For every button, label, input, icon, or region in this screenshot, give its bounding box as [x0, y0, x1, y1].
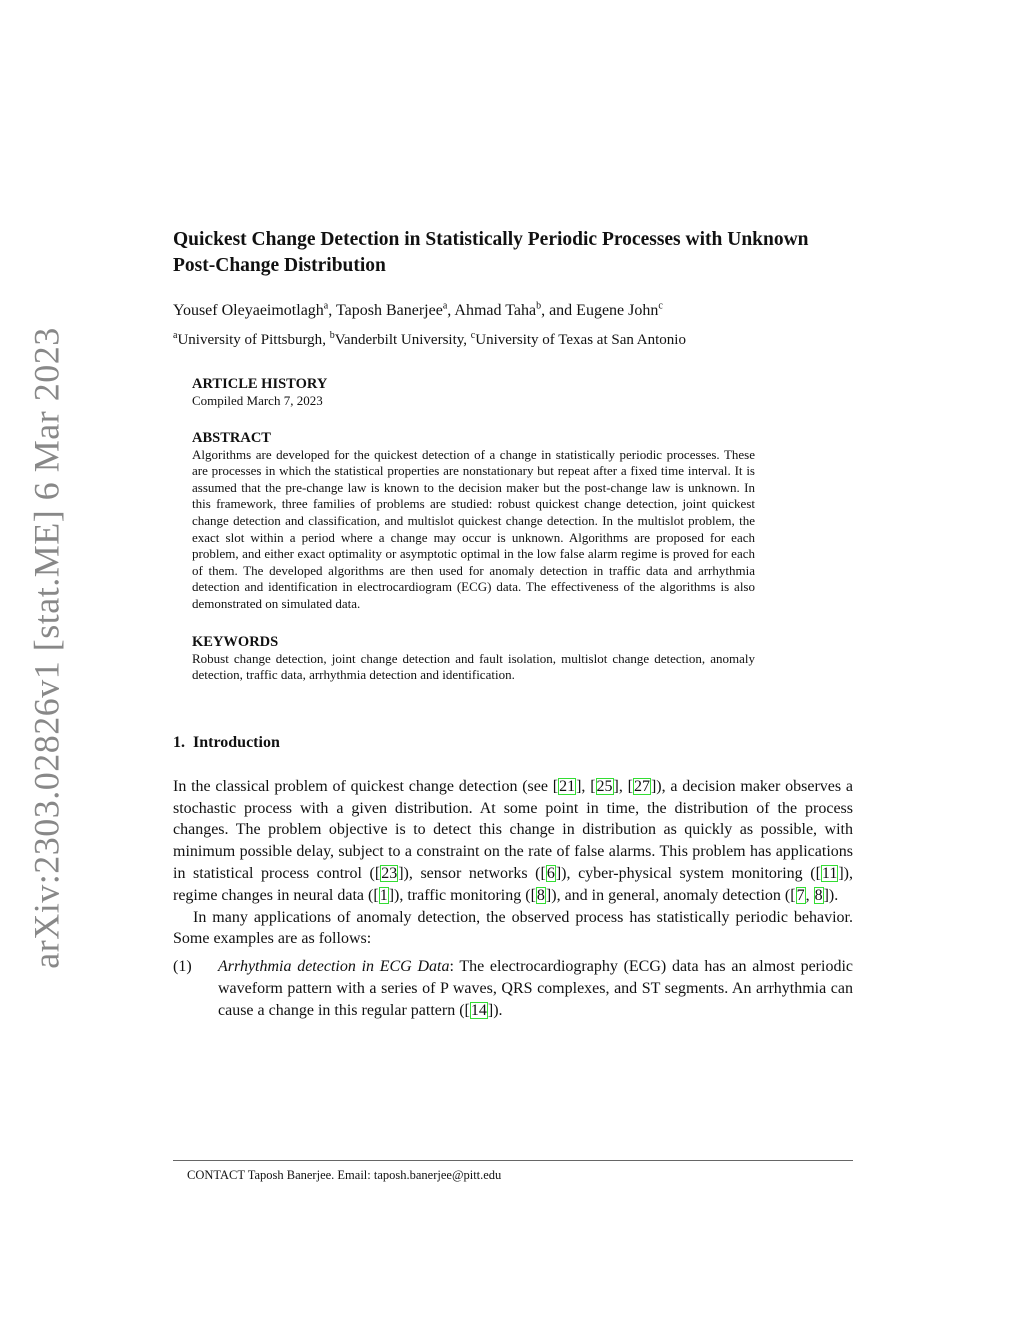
citation-link[interactable]: 8	[814, 886, 823, 904]
author-name: Taposh Banerjee	[335, 302, 443, 319]
citation-link[interactable]: 6	[546, 864, 555, 882]
section-title: Introduction	[193, 733, 280, 751]
citation-link[interactable]: 1	[379, 886, 388, 904]
keywords-heading: KEYWORDS	[192, 633, 279, 650]
list-item-label: (1)	[173, 958, 192, 976]
citation-link[interactable]: 14	[470, 1001, 487, 1019]
section-number: 1.	[173, 733, 185, 751]
arxiv-stamp-text: arXiv:2303.02826v1 [stat.ME] 6 Mar 2023	[27, 327, 68, 969]
author-affil-mark: a	[323, 300, 329, 312]
citation-link[interactable]: 25	[596, 777, 613, 795]
author-list: Yousef Oleyaeimotlagh$^a$, Taposh Banerjee$^a$, Ahmad Taha$^b$, and Eugene John$^c$	[173, 300, 663, 319]
section-heading	[173, 732, 853, 754]
author-name: Ahmad Taha	[454, 302, 537, 319]
article-history-heading: ARTICLE HISTORY	[192, 376, 328, 392]
citation-link[interactable]: 11	[821, 864, 838, 882]
affiliation: University of Pittsburgh	[177, 332, 323, 348]
article-history	[192, 375, 755, 410]
paper-title: Quickest Change Detection in Statistically Periodic Processes with Unknown Post-Change Distribution	[173, 229, 809, 276]
author-name: Yousef Oleyaeimotlagh	[173, 302, 324, 319]
abstract-text: Algorithms are developed for the quickest detection of a change in statistically periodic processes. These are processes in which the statistical properties are nonstationary but repeat after a fixed time interval. It is assumed that the pre-change law is known to the decision maker but the post-change law is unknown. In this framework, three families of problems are studied: robust quickest change detection, joint quickest change detection and classification, and multislot quickest change detection. In the multislot problem, the exact slot within a period where a change may occur is unknown. Algorithms are proposed for each problem, and either exact optimality or asymptotic optimal in the low false alarm regime is proved for each of them. The developed algorithms are then used for anomaly detection in traffic data and arrhythmia detection and identification in electrocardiogram (ECG) data. The effectiveness of the algorithms is also demonstrated on simulated data.	[192, 446, 755, 611]
affiliation: University of Texas at San Antonio	[475, 332, 686, 348]
paper-page	[173, 227, 853, 1021]
affil-mark: c	[470, 330, 476, 341]
footnote-divider	[173, 1160, 853, 1161]
author-name: Eugene John	[576, 302, 659, 319]
abstract	[192, 429, 755, 613]
article-history-text: Compiled March 7, 2023	[192, 393, 323, 408]
citation-link[interactable]: 7	[796, 886, 805, 904]
list-item-content: Arrhythmia detection in ECG Data: The electrocardiography (ECG) data has an almost periodic waveform pattern with a series of P waves, QRS complexes, and ST segments. An arrhythmia can cause a change in this regular pattern ([14]).	[218, 958, 853, 1019]
affil-mark: a	[173, 330, 178, 341]
intro-paragraph-1: In the classical problem of quickest change detection (see [21], [25], [27]), a decision maker observes a stochastic process with a given distribution. At some point in time, the distribution of the process changes. The problem objective is to detect this change in distribution as quickly as possible, with minimum possible delay, subject to a constraint on the rate of false alarms. This problem has applications in statistical process control ([23]), sensor networks ([6]), cyber-physical system monitoring ([11]), regime changes in neural data ([1]), traffic monitoring ([8]), and in general, anomaly detection ([7, 8]).	[173, 777, 854, 904]
list-item-title: Arrhythmia detection in ECG Data	[218, 958, 450, 976]
citation-link[interactable]: 8	[536, 886, 545, 904]
intro-paragraph-2: In many applications of anomaly detection, the observed process has statistically periodic behavior. Some examples are as follows:	[173, 908, 853, 948]
keywords-text: Robust change detection, joint change detection and fault isolation, multislot change detection, anomaly detection, traffic data, arrhythmia detection and identification.	[192, 650, 755, 683]
affiliation-list: $^a$University of Pittsburgh, $^b$Vanderbilt University, $^c$University of Texas at San Antonio	[173, 330, 686, 348]
author-affil-mark: a	[442, 300, 448, 312]
author-affil-mark: b	[536, 300, 542, 312]
affiliation: Vanderbilt University	[334, 332, 464, 348]
arxiv-stamp	[16, 327, 78, 969]
affil-mark: b	[329, 330, 335, 341]
keywords	[192, 633, 755, 684]
author-affil-mark: c	[658, 300, 663, 312]
list-item	[173, 956, 853, 1021]
citation-link[interactable]: 23	[381, 864, 398, 882]
citation-link[interactable]: 21	[559, 777, 576, 795]
citation-link[interactable]: 27	[633, 777, 650, 795]
abstract-heading: ABSTRACT	[192, 429, 271, 446]
footnote-contact: CONTACT Taposh Banerjee. Email: taposh.banerjee@pitt.edu	[187, 1168, 502, 1182]
